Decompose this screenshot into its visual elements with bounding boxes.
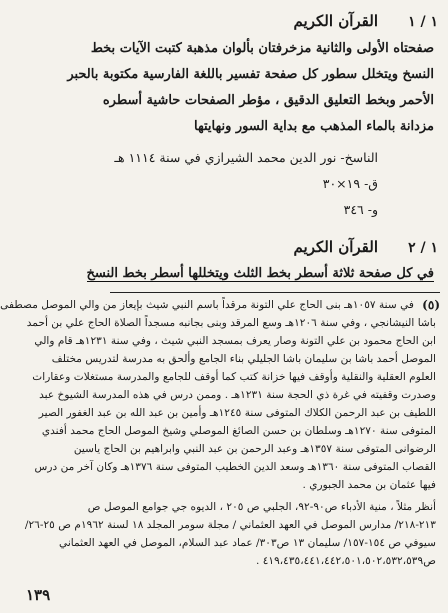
size-line: ق- ١٩×٣٠ — [322, 176, 378, 191]
entry-title: القرآن الكريم — [293, 238, 378, 256]
entry-number: ١ / ٢ — [408, 240, 438, 256]
footnote-line: المتوفى سنة ١٢٧٠هـ وسلطان بن حسن الصائغ الموصلي وشيخ الموصل الحاج محمد أفندي — [41, 425, 436, 437]
reference-line: أنظر مثلاً ، منية الأدباء ص٩٠-٩٢، الجلبي ص ٢٠٥ ، الديوه جي جوامع الموصل ص — [87, 501, 436, 513]
description-text: في كل صفحة ثلاثة أسطر بخط الثلث ويتخللها أسطر بخط النسخ — [86, 266, 434, 281]
entry-number: ١ / ١ — [408, 14, 438, 30]
description-line: مزدانة بالماء المذهب مع بداية السور ونهايتها — [194, 119, 434, 134]
copyist-line: الناسخ- نور الدين محمد الشيرازي في سنة ١١١٤ هـ — [114, 150, 378, 165]
footnote-line: فيها عثمان بن محمد الجبوري . — [302, 479, 436, 491]
page-number: ١٣٩ — [26, 586, 51, 604]
reference-line: ص٤١٩،٤٣٥،٤٤١،٤٤٢،٥٠١،٥٠٢،٥٣٢،٥٣٩ . — [255, 555, 436, 567]
description-line: الأحمر وبخط التعليق الدقيق ، مؤطر الصفحات حاشية أسطره — [102, 93, 434, 108]
footnote-line: باشا النيشانجي ، وفي سنة ١٢٠٦هـ وسع المرقد وبنى بجانبه مسجداً الصلاة الحاج علي بن أحمد — [26, 317, 436, 329]
description-line: النسخ ويتخلل سطور كل صفحة تفسير باللغة الفارسية مكتوبة بالحبر — [67, 67, 434, 82]
footnote-line: اللطيف بن عبد الرحمن الكلاك المتوفى سنة ١٢٤٥هـ وأمين بن عبد الله بن عبد الغفور الصير — [38, 407, 436, 419]
footnote-line: القصاب المتوفى سنة ١٣٦٠هـ وسعد الدين الخطيب المتوفى سنة ١٣٧٦هـ وكان آخر من درس — [34, 461, 436, 473]
reference-line: سيوفي ص ١٥٤-١٥٧/ سليمان ١٣ ص٣٠٣/ عماد عبد السلام، الموصل في العهد العثماني — [59, 537, 436, 549]
entry-title: القرآن الكريم — [293, 12, 378, 30]
footnote-separator — [110, 292, 440, 293]
footnote-marker: (٥) — [422, 298, 440, 312]
footnote-line: في سنة ١٠٥٧هـ بنى الحاج علي التونة مرقداً باسم النبي شيث بإيعاز من والي الموصل مصطفى — [0, 299, 414, 311]
description-line — [39, 266, 434, 281]
footnote-line: الرضوانى المتوفى سنة ١٣٥٧هـ وعبد الرحمن بن عبد النبي وابراهيم بن الحاج ياسين — [73, 443, 436, 455]
footnote-line: الموصل أحمد باشا بن سليمان باشا الجليلي بناء الجامع وألحق به مدرسة لتدريس مختلف — [51, 353, 436, 365]
footnote-line: العلوم العقلية والنقلية وأوقف فيها خزانة كتب كما أوقف للجامع والمدرسة مستغلات وعقارات — [32, 371, 436, 383]
footnote-line: ابن الحاج محمود بن علي التونة وصار يعرف بمسجد النبي شيث ، وفي سنة ١٢٣١هـ قام والي — [34, 335, 436, 347]
reference-line: ٢١٣-٢١٨/ مدارس الموصل في العهد العثماني / مجلة سومر المجلد ١٨ لسنة ١٩٦٢م ص ٢٥-٢٦/ — [24, 519, 436, 531]
footnote-line: وصدرت وقفيته في غرة ذي الحجة سنة ١٢٣١هـ . وممن درس في هذه المدرسة الشيوخ عبد — [39, 389, 436, 401]
leaves-line: و- ٣٤٦ — [343, 202, 378, 217]
description-line: صفحتاه الأولى والثانية مزخرفتان بألوان مذهبة كتبت الآيات بخط — [90, 41, 434, 56]
